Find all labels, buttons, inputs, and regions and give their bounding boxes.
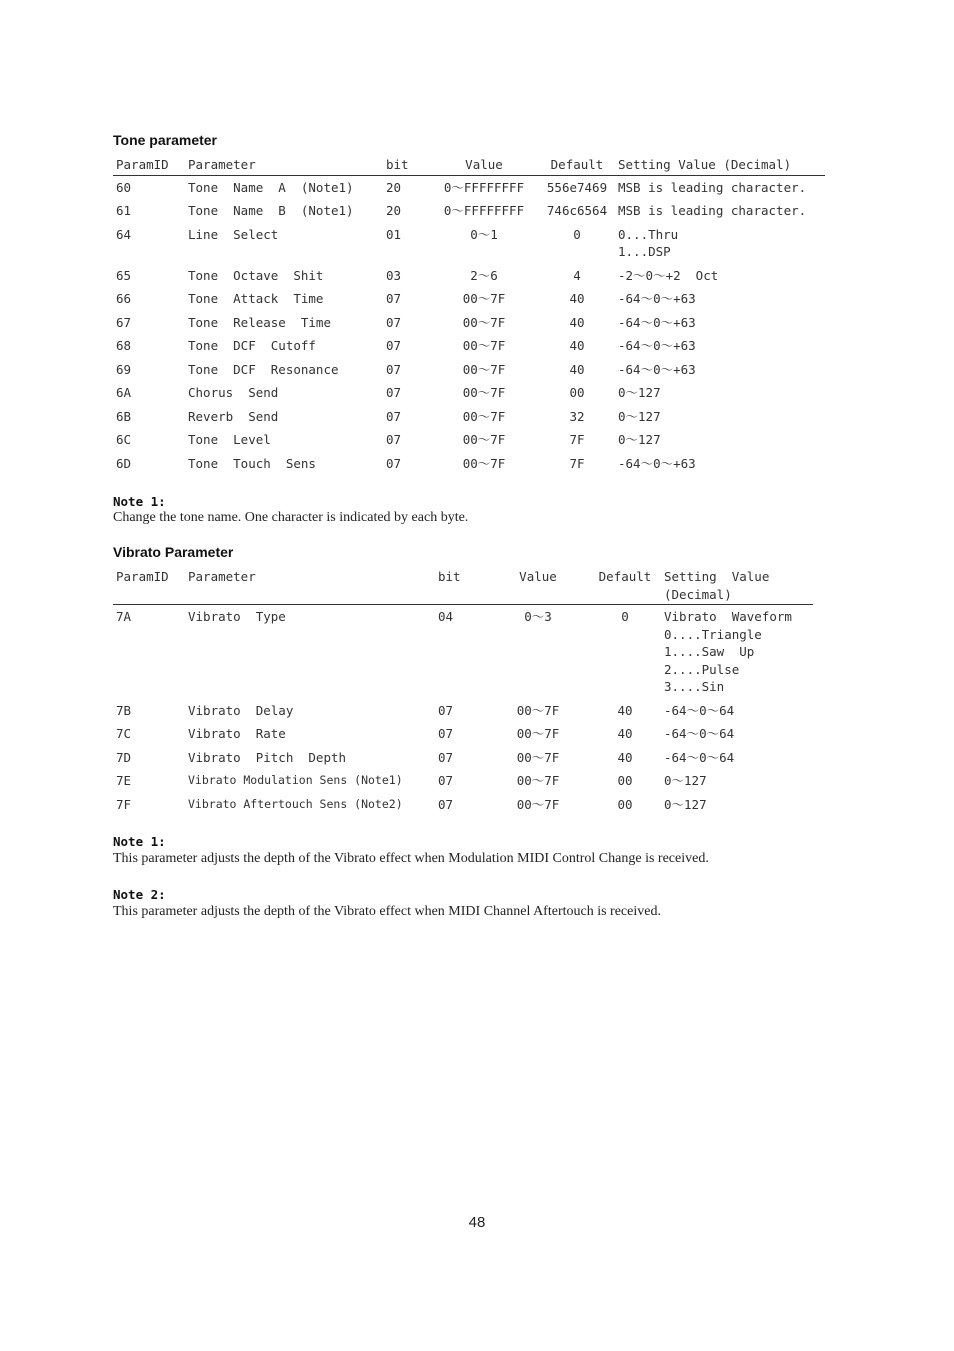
param-setting: -64～0～+63: [618, 338, 696, 353]
page-number: 48: [468, 1214, 486, 1231]
param-name: Vibrato Rate: [188, 726, 286, 741]
param-setting: 0～127: [618, 385, 661, 400]
param-default: 7F: [569, 432, 585, 447]
header-parameter: Parameter: [188, 157, 256, 172]
param-value: 00～7F: [516, 773, 560, 788]
param-bit: 01: [386, 226, 402, 242]
param-id: 7D: [116, 749, 132, 765]
param-bit: 07: [386, 361, 402, 377]
param-bit: 07: [438, 773, 454, 788]
table-row: [113, 402, 825, 426]
param-bit: 07: [386, 291, 402, 306]
param-setting: Vibrato Waveform 0....Triangle 1....Saw Up 2....Pulse 3....Sin: [664, 609, 792, 694]
param-bit: 07: [386, 455, 402, 471]
param-setting: -64～0～+63: [618, 361, 696, 377]
param-id: 60: [116, 179, 132, 195]
param-id: 7C: [116, 726, 132, 741]
param-name: Vibrato Type: [188, 609, 286, 624]
table-row: [113, 284, 825, 308]
param-bit: 07: [386, 432, 402, 447]
header-parameter: Parameter: [188, 569, 256, 584]
param-name: Vibrato Aftertouch Sens (Note2): [188, 796, 403, 811]
param-name: Tone Attack Time: [188, 291, 324, 306]
param-id: 6A: [116, 385, 132, 400]
param-setting: -64～0～+63: [618, 455, 696, 471]
param-value: 00～7F: [462, 361, 506, 377]
header-bit: bit: [438, 569, 461, 584]
param-setting: -64～0～64: [664, 702, 735, 718]
param-value: 00～7F: [462, 291, 506, 306]
table-row: [113, 696, 813, 720]
param-default: 746c6564: [546, 203, 608, 218]
param-value: 00～7F: [462, 432, 506, 447]
param-name: Vibrato Delay: [188, 702, 294, 718]
header-bit: bit: [386, 157, 409, 172]
param-value: 0～1: [470, 226, 498, 242]
param-value: 2～6: [470, 267, 498, 283]
table-header-row: [113, 156, 825, 175]
param-value: 0～FFFFFFFF: [443, 179, 525, 195]
param-id: 65: [116, 267, 132, 283]
table-row: [113, 605, 813, 696]
header-default: Default: [598, 569, 652, 584]
param-bit: 03: [386, 267, 402, 283]
table-row: [113, 743, 813, 767]
param-default: 40: [569, 361, 585, 377]
param-value: 00～7F: [462, 338, 506, 353]
param-id: 7F: [116, 796, 132, 812]
param-value: 00～7F: [516, 702, 560, 718]
header-setting: Setting Value (Decimal): [664, 569, 770, 602]
param-name: Line Select: [188, 226, 279, 242]
param-id: 68: [116, 338, 132, 353]
param-id: 7E: [116, 773, 132, 788]
param-bit: 20: [386, 203, 402, 218]
table-row: [113, 766, 813, 790]
table-row: [113, 425, 825, 449]
param-id: 67: [116, 314, 132, 330]
param-default: 40: [617, 702, 633, 718]
param-setting: MSB is leading character.: [618, 203, 807, 218]
param-name: Vibrato Modulation Sens (Note1): [188, 773, 403, 787]
header-paramid: ParamID: [116, 569, 169, 584]
header-value: Value: [519, 569, 557, 584]
param-value: 00～7F: [462, 408, 506, 424]
table-row: [113, 719, 813, 743]
param-default: 556e7469: [546, 179, 608, 195]
param-default: 00: [617, 796, 633, 812]
param-value: 00～7F: [462, 455, 506, 471]
param-default: 40: [569, 314, 585, 330]
param-setting: 0～127: [664, 773, 707, 788]
tone-section-title: Tone parameter: [113, 132, 217, 148]
param-value: 0～FFFFFFFF: [443, 203, 525, 218]
param-name: Tone Octave Shit: [188, 267, 324, 283]
tone-parameter-table: [113, 156, 825, 472]
param-name: Tone Level: [188, 432, 271, 447]
table-row: [113, 355, 825, 379]
param-setting: 0～127: [664, 796, 707, 812]
vibrato-parameter-table: [113, 568, 813, 813]
vibrato-note2-label: Note 2:: [113, 887, 166, 902]
tone-note1-text: Change the tone name. One character is indicated by each byte.: [113, 510, 469, 525]
param-name: Tone Name B (Note1): [188, 203, 354, 218]
header-default: Default: [550, 157, 604, 172]
table-row: [113, 175, 825, 196]
param-name: Tone Touch Sens: [188, 455, 316, 471]
param-name: Tone Release Time: [188, 314, 331, 330]
param-value: 00～7F: [462, 314, 506, 330]
param-bit: 07: [386, 314, 402, 330]
table-row: [113, 790, 813, 814]
vibrato-section-title: Vibrato Parameter: [113, 544, 234, 560]
header-paramid: ParamID: [116, 157, 169, 172]
vibrato-note2-text: This parameter adjusts the depth of the Vibrato effect when MIDI Channel Aftertouch is received.: [113, 904, 661, 919]
param-id: 6B: [116, 408, 132, 424]
param-bit: 04: [438, 609, 454, 624]
tone-note1-label: Note 1:: [113, 494, 166, 509]
param-value: 00～7F: [516, 726, 560, 741]
table-row: [113, 449, 825, 473]
param-setting: MSB is leading character.: [618, 179, 807, 195]
param-name: Tone DCF Resonance: [188, 361, 339, 377]
param-setting: -64～0～+63: [618, 291, 696, 306]
param-id: 7A: [116, 609, 132, 624]
param-default: 32: [569, 408, 585, 424]
table-row: [113, 331, 825, 355]
table-row: [113, 308, 825, 332]
param-id: 7B: [116, 702, 132, 718]
param-default: 7F: [569, 455, 585, 471]
header-setting: Setting Value (Decimal): [618, 157, 792, 172]
param-bit: 07: [438, 702, 454, 718]
param-default: 4: [573, 267, 581, 283]
param-setting: -64～0～64: [664, 749, 735, 765]
param-value: 00～7F: [516, 749, 560, 765]
param-default: 40: [569, 338, 585, 353]
param-bit: 07: [438, 726, 454, 741]
param-id: 61: [116, 203, 132, 218]
param-name: Chorus Send: [188, 385, 279, 400]
param-default: 40: [617, 749, 633, 765]
param-bit: 07: [386, 338, 402, 353]
param-setting: -64～0～64: [664, 726, 735, 741]
param-bit: 07: [438, 749, 454, 765]
table-row: [113, 196, 825, 220]
param-default: 0: [621, 609, 629, 624]
table-header-row: [113, 568, 813, 605]
param-value: 00～7F: [462, 385, 506, 400]
param-default: 00: [569, 385, 585, 400]
param-bit: 07: [438, 796, 454, 812]
param-id: 66: [116, 291, 132, 306]
param-id: 6D: [116, 455, 132, 471]
table-row: [113, 378, 825, 402]
table-row: [113, 220, 825, 261]
param-setting: -2～0～+2 Oct: [618, 267, 719, 283]
param-default: 40: [569, 291, 585, 306]
param-name: Tone DCF Cutoff: [188, 338, 316, 353]
param-id: 64: [116, 226, 132, 242]
param-value: 0～3: [524, 609, 552, 624]
table-row: [113, 261, 825, 285]
param-name: Tone Name A (Note1): [188, 179, 354, 195]
param-setting: -64～0～+63: [618, 314, 696, 330]
param-name: Reverb Send: [188, 408, 279, 424]
param-value: 00～7F: [516, 796, 560, 812]
param-setting: 0～127: [618, 432, 661, 447]
param-name: Vibrato Pitch Depth: [188, 749, 347, 765]
vibrato-note1-label: Note 1:: [113, 834, 166, 849]
param-setting: 0...Thru 1...DSP: [618, 226, 679, 259]
param-default: 0: [573, 226, 581, 242]
param-bit: 07: [386, 385, 402, 400]
param-default: 40: [617, 726, 633, 741]
param-default: 00: [617, 773, 633, 788]
vibrato-note1-text: This parameter adjusts the depth of the Vibrato effect when Modulation MIDI Control Change is received.: [113, 851, 709, 866]
header-value: Value: [465, 157, 503, 172]
param-bit: 07: [386, 408, 402, 424]
param-id: 6C: [116, 432, 132, 447]
param-setting: 0～127: [618, 408, 661, 424]
param-id: 69: [116, 361, 132, 377]
param-bit: 20: [386, 179, 402, 195]
